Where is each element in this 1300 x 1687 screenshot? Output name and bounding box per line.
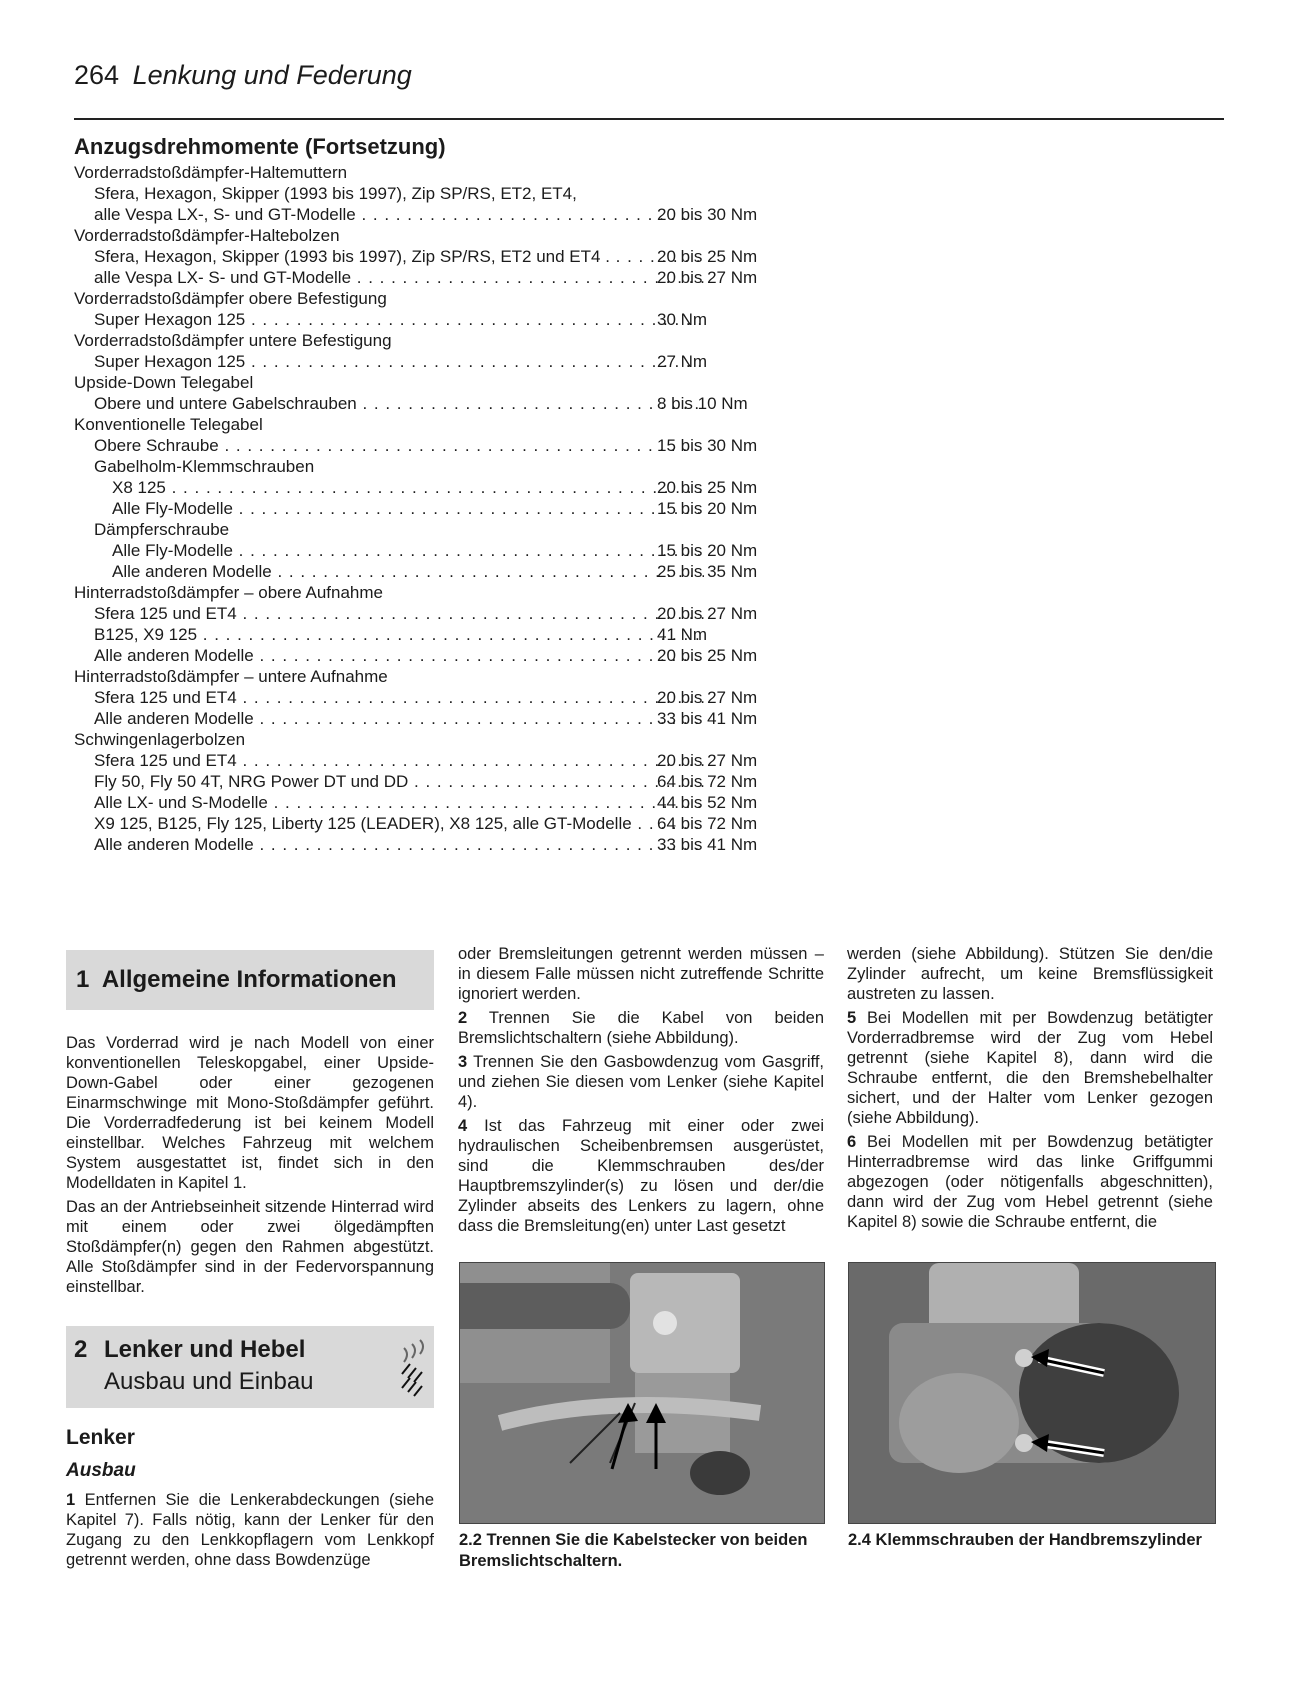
torque-label: Hinterradstoßdämpfer – untere Aufnahme bbox=[74, 667, 388, 686]
torque-row bbox=[74, 582, 774, 603]
figure-1-caption: 2.2 Trennen Sie die Kabelstecker von beiden Bremslichtschaltern. bbox=[459, 1531, 808, 1570]
torque-value: 20 bis 27 Nm bbox=[657, 604, 758, 623]
torque-label: Vorderradstoßdämpfer-Haltemuttern bbox=[74, 163, 348, 182]
section-2-header bbox=[66, 1326, 434, 1408]
page-number: 264 bbox=[74, 60, 120, 90]
torque-label: alle Vespa LX-, S- und GT-Modelle . . . bbox=[94, 204, 704, 225]
torque-value: 20 bis 25 Nm bbox=[657, 478, 758, 497]
torque-row bbox=[74, 645, 774, 666]
torque-value: 27 Nm bbox=[657, 352, 708, 371]
torque-value: 20 bis 27 Nm bbox=[657, 751, 758, 770]
column-1-text bbox=[66, 1033, 434, 1301]
torque-value: 8 bis 10 Nm bbox=[657, 394, 748, 413]
torque-row bbox=[74, 519, 774, 540]
torque-label: X9 125, B125, Fly 125, Liberty 125 (LEADER), X8 125, alle GT-Modelle . . . bbox=[94, 813, 704, 834]
torque-label: Hinterradstoßdämpfer – obere Aufnahme bbox=[74, 583, 384, 602]
torque-row bbox=[74, 624, 774, 645]
step-4-continued: werden (siehe Abbildung). Stützen Sie den/die Zylinder aufrecht, um keine Bremsflüssigkeit austreten zu lassen. bbox=[847, 945, 1213, 1003]
torque-label: Alle Fly-Modelle . . . bbox=[112, 498, 704, 519]
torque-row bbox=[74, 792, 774, 813]
torque-row bbox=[74, 813, 774, 834]
torque-value: 15 bis 20 Nm bbox=[657, 499, 758, 518]
section-2-subtitle: Ausbau und Einbau bbox=[104, 1368, 314, 1395]
torque-heading: Anzugsdrehmomente (Fortsetzung) bbox=[74, 134, 446, 159]
section-2-title: Lenker und Hebel bbox=[104, 1336, 306, 1363]
torque-value: 25 bis 35 Nm bbox=[657, 562, 758, 581]
step-4: 4 Ist das Fahrzeug mit einer oder zwei hydraulischen Scheibenbremsen ausgerüstet, sind die Klemmschrauben des/der Hauptbremszylinder(s) zu lösen und der/die Zylinder abseits des Lenkers zu lagern, ohne dass die Bremsleitung(en) unter Last gesetzt bbox=[458, 1117, 825, 1235]
torque-row bbox=[74, 666, 774, 687]
torque-value: 20 bis 27 Nm bbox=[657, 688, 758, 707]
subhead-ausbau: Ausbau bbox=[66, 1460, 136, 1481]
torque-row bbox=[74, 393, 774, 414]
torque-row bbox=[74, 687, 774, 708]
torque-label: Konventionelle Telegabel bbox=[74, 415, 263, 434]
column-2-text bbox=[458, 944, 824, 1240]
torque-label: X8 125 . . . bbox=[112, 477, 704, 498]
column-3-text bbox=[847, 944, 1213, 1236]
step-1-continued: oder Bremsleitungen getrennt werden müssen – in diesem Falle müssen nicht zutreffende Schritte ignoriert werden. bbox=[458, 945, 824, 1003]
torque-label: Obere und untere Gabelschrauben . . . bbox=[94, 393, 704, 414]
torque-value: 41 Nm bbox=[657, 625, 708, 644]
torque-row bbox=[74, 162, 774, 183]
photo-1-illustration bbox=[460, 1263, 824, 1523]
subhead-lenker: Lenker bbox=[66, 1426, 135, 1449]
torque-row bbox=[74, 540, 774, 561]
torque-row bbox=[74, 204, 774, 225]
torque-label: Vorderradstoßdämpfer untere Befestigung bbox=[74, 331, 392, 350]
section-1-title: Allgemeine Informationen bbox=[101, 966, 397, 993]
torque-label: alle Vespa LX- S- und GT-Modelle . . . bbox=[94, 267, 704, 288]
torque-value: 20 bis 25 Nm bbox=[657, 247, 758, 266]
torque-row bbox=[74, 351, 774, 372]
section-1-header bbox=[66, 950, 434, 1010]
torque-row bbox=[74, 372, 774, 393]
torque-label: Vorderradstoßdämpfer obere Befestigung bbox=[74, 289, 387, 308]
torque-row bbox=[74, 771, 774, 792]
torque-value: 20 bis 25 Nm bbox=[657, 646, 758, 665]
paragraph-intro-2: Das an der Antriebseinheit sitzende Hinterrad wird mit einem oder zwei ölgedämpften Stoßdämpfer(n) gegen den Rahmen abgestützt. Alle Stoßdämpfer sind in der Federvorspannung einstellbar. bbox=[66, 1198, 434, 1296]
torque-label: Sfera, Hexagon, Skipper (1993 bis 1997), Zip SP/RS, ET2, ET4, bbox=[94, 184, 577, 203]
torque-label: Upside-Down Telegabel bbox=[74, 373, 254, 392]
page-header bbox=[74, 60, 412, 91]
torque-label: Alle anderen Modelle . . . bbox=[94, 834, 704, 855]
torque-row bbox=[74, 729, 774, 750]
torque-label: Sfera 125 und ET4 . . . bbox=[94, 750, 704, 771]
torque-label: Vorderradstoßdämpfer-Haltebolzen bbox=[74, 226, 340, 245]
photo-clamp-screws bbox=[848, 1262, 1216, 1524]
torque-label: Alle anderen Modelle . . . bbox=[112, 561, 704, 582]
column-1-procedure bbox=[66, 1490, 434, 1574]
figure-2-caption: 2.4 Klemmschrauben der Handbremszylinder bbox=[848, 1531, 1202, 1549]
torque-value: 15 bis 20 Nm bbox=[657, 541, 758, 560]
torque-row bbox=[74, 414, 774, 435]
chapter-title: Lenkung und Federung bbox=[132, 60, 412, 90]
torque-label: Sfera, Hexagon, Skipper (1993 bis 1997), Zip SP/RS, ET2 und ET4 . . . . bbox=[94, 246, 704, 267]
torque-value: 33 bis 41 Nm bbox=[657, 709, 758, 728]
torque-label: Fly 50, Fly 50 4T, NRG Power DT und DD . . . bbox=[94, 771, 704, 792]
torque-row bbox=[74, 561, 774, 582]
torque-label: Super Hexagon 125 . . . bbox=[94, 351, 704, 372]
torque-value: 20 bis 30 Nm bbox=[657, 205, 758, 224]
difficulty-wrench-icon bbox=[396, 1334, 426, 1400]
photo-2-illustration bbox=[849, 1263, 1215, 1523]
step-1: 1 Entfernen Sie die Lenkerabdeckungen (siehe Kapitel 7). Falls nötig, kann der Lenker für den Zugang zu den Lenkkopflagern vom Lenkkopf getrennt werden, ohne dass Bowdenzüge bbox=[66, 1491, 434, 1569]
torque-row bbox=[74, 309, 774, 330]
torque-row bbox=[74, 498, 774, 519]
header-rule bbox=[74, 118, 1224, 120]
torque-row bbox=[74, 603, 774, 624]
step-6: 6 Bei Modellen mit per Bowdenzug betätigter Hinterradbremse wird das linke Griffgummi abgezogen (oder nötigenfalls abgeschnitten), dann wird der Zug vom Hebel getrennt (siehe Kapitel 8) sowie die Schraube entfernt, die bbox=[847, 1133, 1213, 1231]
torque-label: Gabelholm-Klemmschrauben bbox=[94, 457, 315, 476]
torque-label: Alle anderen Modelle . . . bbox=[94, 645, 704, 666]
torque-label: Alle anderen Modelle . . . bbox=[94, 708, 704, 729]
torque-value: 64 bis 72 Nm bbox=[657, 772, 758, 791]
torque-row bbox=[74, 750, 774, 771]
torque-label: Alle LX- und S-Modelle . . . bbox=[94, 792, 704, 813]
torque-label: B125, X9 125 . . . bbox=[94, 624, 704, 645]
torque-row bbox=[74, 708, 774, 729]
torque-value: 33 bis 41 Nm bbox=[657, 835, 758, 854]
step-2: 2 Trennen Sie die Kabel von beiden Bremslichtschaltern (siehe Abbildung). bbox=[458, 1009, 824, 1047]
torque-label: Super Hexagon 125 . . . bbox=[94, 309, 704, 330]
torque-row bbox=[74, 435, 774, 456]
torque-row bbox=[74, 834, 774, 855]
torque-label: Sfera 125 und ET4 . . . bbox=[94, 687, 704, 708]
section-1-number: 1 bbox=[76, 966, 90, 993]
torque-label: Sfera 125 und ET4 . . . bbox=[94, 603, 704, 624]
torque-label: Obere Schraube . . . bbox=[94, 435, 704, 456]
step-5: 5 Bei Modellen mit per Bowdenzug betätigter Vorderradbremse wird der Zug vom Hebel getrennt (siehe Kapitel 8), dann wird die Schraube entfernt, die den Bremshebelhalter sichert, und der Halter vom Lenker gezogen (siehe Abbildung). bbox=[847, 1009, 1213, 1127]
torque-value: 30 Nm bbox=[657, 310, 708, 329]
torque-row bbox=[74, 477, 774, 498]
torque-row bbox=[74, 183, 774, 204]
photo-brake-light-switches bbox=[459, 1262, 825, 1524]
step-3: 3 Trennen Sie den Gasbowdenzug vom Gasgriff, und ziehen Sie diesen vom Lenker (siehe Kapitel 4). bbox=[458, 1053, 824, 1111]
torque-row bbox=[74, 330, 774, 351]
torque-row bbox=[74, 267, 774, 288]
torque-row bbox=[74, 246, 774, 267]
torque-label: Schwingenlagerbolzen bbox=[74, 730, 246, 749]
torque-value: 15 bis 30 Nm bbox=[657, 436, 758, 455]
torque-value: 64 bis 72 Nm bbox=[657, 814, 758, 833]
torque-value: 44 bis 52 Nm bbox=[657, 793, 758, 812]
torque-label: Dämpferschraube bbox=[94, 520, 230, 539]
torque-row bbox=[74, 456, 774, 477]
torque-value: 20 bis 27 Nm bbox=[657, 268, 758, 287]
torque-label: Alle Fly-Modelle . . . bbox=[112, 540, 704, 561]
torque-row bbox=[74, 225, 774, 246]
paragraph-intro-1: Das Vorderrad wird je nach Modell von einer konventionellen Teleskopgabel, einer Upside-Down-Gabel oder einer gezogenen Einarmschwinge mit Mono-Stoßdämpfer geführt. Die Vorderradfederung ist bei keinem Modell einstellbar. Welches Fahrzeug mit welchem System ausgestattet ist, findet sich in den Modelldaten in Kapitel 1. bbox=[66, 1034, 434, 1192]
section-2-number: 2 bbox=[74, 1336, 88, 1363]
torque-row bbox=[74, 288, 774, 309]
torque-table bbox=[74, 134, 774, 855]
